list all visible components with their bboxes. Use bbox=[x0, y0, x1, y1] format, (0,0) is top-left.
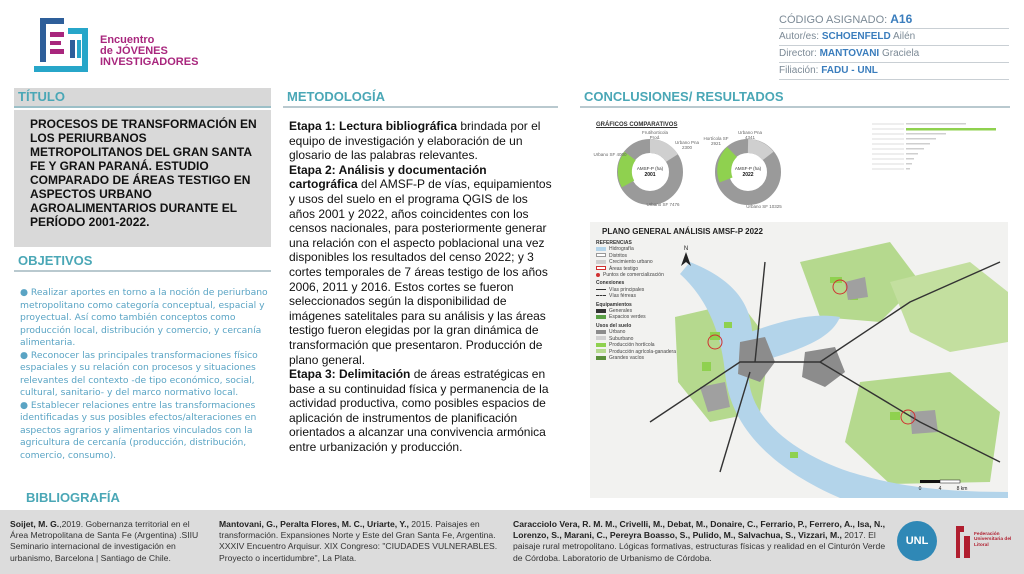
bar bbox=[906, 128, 996, 131]
bib-entry bbox=[219, 519, 503, 564]
legend-item bbox=[596, 293, 692, 299]
stage1-text: brindada por el equipo de investigación y elaboración de un glosario de las palabras relevantes. bbox=[289, 119, 541, 163]
stage3-text: de áreas estratégicas en base a su continuidad física y permanencia de la actividad productiva, como posibles espacios de aplicación de instrumentos de planificación orientados a alcanzar una convivencia armónica entre urbanización y producción. bbox=[289, 367, 549, 455]
title-box bbox=[14, 110, 271, 247]
objective-item: ● Realizar aportes en torno a la noción de periurbano metropolitano como categoría conceptual, espacial y proyectual. Así como también conceptos como producción local, distribución y comercio, y cercanía alimentaria. bbox=[20, 287, 268, 348]
objective-item: ● Reconocer las principales transformaciones físico espaciales y su relación con procesos y situaciones relevantes del contexto -de tipo económico, social, cultural, sanitario- y del marco normativo local. bbox=[20, 349, 258, 398]
donut1-segment bbox=[650, 146, 672, 158]
director-value: MANTOVANI bbox=[819, 48, 880, 59]
bib-authors: Mantovani, G., Peralta Flores, M. C., Uriarte, Y., bbox=[219, 519, 409, 529]
legend-label: Áreas testigo bbox=[609, 265, 639, 272]
stage2-title: Etapa 2: Análisis y documentación cartográfica bbox=[289, 162, 487, 192]
bar bbox=[906, 168, 910, 170]
objective-item: ● Establecer relaciones entre las transformaciones identificadas y sus posibles efectos/alteraciones en aspectos agrarios y alimentarios vinculados con la agricultura de cercanía (producción, distribución, comercio, consumo). bbox=[20, 399, 257, 461]
donut1-year: 2001 bbox=[644, 172, 656, 178]
north-label: N bbox=[683, 246, 689, 252]
bib-entry bbox=[513, 519, 887, 564]
legend-label: Vías principales bbox=[609, 286, 645, 293]
methodology-text bbox=[289, 119, 557, 455]
author-label: Autor/es: bbox=[779, 31, 820, 42]
legend-label: Producción agrícola-ganadera bbox=[609, 348, 676, 355]
bar bbox=[906, 148, 924, 150]
project-info bbox=[779, 12, 1009, 81]
legend-label: Suburbano bbox=[609, 335, 634, 342]
fue-wordmark: Federación Universitaria del Litoral bbox=[974, 532, 1012, 548]
horizontal-bar-chart bbox=[870, 121, 1004, 183]
logo-line-2: de JÓVENES bbox=[100, 45, 168, 57]
map-legend bbox=[596, 238, 692, 361]
stage3-title: Etapa 3: Delimitación bbox=[289, 367, 411, 382]
donut2-year: 2022 bbox=[742, 172, 754, 178]
unl-logo: UNL bbox=[897, 521, 937, 561]
scale-label-8: 8 km bbox=[956, 486, 968, 492]
stage1-title: Etapa 1: Lectura bibliográfica bbox=[289, 119, 458, 133]
director-first: Graciela bbox=[882, 48, 920, 59]
bar bbox=[906, 153, 918, 155]
legend-item bbox=[596, 355, 692, 361]
donut1-label: Urbano Pna 2300 bbox=[674, 140, 700, 150]
bib-text: ,2019. Gobernanza territorial en el Área Metropolitana de Santa Fe (Argentina) .SIIU Seminario internacional de investigación en urbanismo, Barcelona | Santiago de Chile. bbox=[10, 519, 199, 563]
legend-item bbox=[596, 314, 692, 320]
legend-label: Urbano bbox=[609, 329, 626, 336]
fue-logo bbox=[952, 522, 1018, 562]
bib-entry bbox=[10, 519, 210, 564]
author-value: SCHOENFELD bbox=[821, 31, 891, 42]
donut2-center: AMSF-P (ha) bbox=[734, 166, 762, 171]
horticola-patch bbox=[724, 322, 732, 328]
bib-text: 2015. Paisajes en transformación. Expansiones Norte y Este del Gran Santa Fe, Argentina. XXXIV Encuentro Arquisur. XIX Congreso: "CIUDADES VULNERABLES. Proyecto o incertidumbre", La Plata. bbox=[219, 519, 498, 563]
legend-label: Grandes vacíos bbox=[609, 354, 645, 361]
legend-label: Puntos de comercialización bbox=[603, 272, 664, 279]
affiliation-line bbox=[779, 64, 1009, 80]
legend-heading: Conexiones bbox=[596, 280, 625, 287]
donut1-label: Urbano SF 7476 bbox=[646, 202, 680, 207]
donut1-label: Frutihorticola Prod. bbox=[641, 130, 668, 140]
objetivos-header: OBJETIVOS bbox=[14, 252, 271, 272]
legend-label: Espacios verdes bbox=[609, 314, 646, 321]
encuentro-logo bbox=[30, 14, 200, 76]
affiliation-label: Filiación: bbox=[779, 65, 819, 76]
donut-charts bbox=[590, 118, 870, 218]
scale-label-4: 4 bbox=[938, 486, 942, 492]
conclusiones-header: CONCLUSIONES/ RESULTADOS bbox=[580, 88, 1010, 108]
author-first: Ailén bbox=[892, 31, 916, 42]
director-label: Director: bbox=[779, 48, 817, 59]
bar bbox=[906, 163, 912, 165]
donut1-horticola bbox=[625, 156, 630, 184]
code-line bbox=[779, 12, 1009, 29]
stage2-text: del AMSF-P de vías, equipamientos y usos del suelo en el programa QGIS de los años 2001 y 2022, años coincidentes con los censos nacionales, para posteriormente generar una relación con el aspecto poblacional una vez disponibles los resultados del censo 2022; y 3 cortes temporales de 7 áreas testigo de los años 2006, 2011 y 2016. Estos cortes se fueron seleccionados según la disponibilidad de imágenes satelitales para su análisis y las áreas testigo fueron elegidas por la gran dinámica de transformación que presentaron. Producción de plano general. bbox=[289, 177, 552, 367]
logo-wordmark bbox=[100, 35, 198, 68]
donut2-horticola bbox=[724, 152, 732, 180]
legend-item bbox=[596, 272, 692, 278]
eji-logo-mark-icon bbox=[30, 14, 92, 76]
donut1-center: AMSF-P (ha) bbox=[636, 166, 664, 171]
legend-label: Generales bbox=[609, 308, 633, 315]
horticola-patch bbox=[890, 412, 900, 420]
titulo-header: TÍTULO bbox=[14, 88, 271, 108]
bibliografia-header: BIBLIOGRAFÍA bbox=[26, 490, 120, 505]
donut2-label: Urbano Pna 4341 bbox=[737, 130, 763, 140]
bar bbox=[906, 138, 936, 140]
code-value: A16 bbox=[890, 12, 913, 26]
bar bbox=[906, 123, 966, 125]
logo-line-1: Encuentro bbox=[100, 34, 155, 46]
bib-authors: Caracciolo Vera, R. M. M., Crivelli, M., Debat, M., Donaire, C., Ferrario, P., Ferrero, A., Isa, N., Lorenzo, S., Marani, C., Pereyra Boasso, S., Pulido, M., Salvachua, S., Vizzari, M., bbox=[513, 519, 886, 541]
legend-heading: Usos del suelo bbox=[596, 322, 632, 329]
author-line bbox=[779, 30, 1009, 46]
donut2-segment bbox=[748, 146, 768, 156]
code-label: CÓDIGO ASIGNADO: bbox=[779, 14, 888, 26]
bib-text: 2017. El paisaje rural metropolitano. Lógicas formativas, estructuras físicas y realidad en el Cinturón Verde de Córdoba. Laboratorio de Urbanismo de Córdoba. bbox=[513, 530, 886, 563]
legend-label: Distritos bbox=[609, 252, 628, 259]
objectives-list bbox=[20, 287, 270, 462]
affiliation-value: FADU - UNL bbox=[821, 65, 878, 76]
director-line bbox=[779, 47, 1009, 63]
bar bbox=[906, 143, 930, 145]
donut1-label: Urbano SF 4000 bbox=[593, 152, 627, 157]
bib-authors: Soijet, M. G. bbox=[10, 519, 60, 529]
poster-title: PROCESOS DE TRANSFORMACIÓN EN LOS PERIURBANOS METROPOLITANOS DEL GRAN SANTA FE Y GRAN PARANÁ. ESTUDIO COMPARADO DE ÁREAS TESTIGO EN ASPECTOS URBANO AGROALIMENTARIOS DURANTE EL PERÍODO 2001-2022. bbox=[30, 117, 257, 229]
legend-heading: REFERENCIAS bbox=[596, 240, 632, 246]
general-analysis-map bbox=[590, 222, 1008, 498]
logo-line-3: INVESTIGADORES bbox=[100, 56, 199, 68]
legend-label: Hidrografía bbox=[609, 246, 634, 253]
legend-heading: Equipamientos bbox=[596, 301, 632, 308]
map-title: PLANO GENERAL ANÁLISIS AMSF-P 2022 bbox=[602, 227, 763, 236]
metodologia-header: METODOLOGÍA bbox=[283, 88, 558, 108]
donut2-label: Hortícola SF 2921 bbox=[703, 136, 729, 146]
horticola-patch bbox=[702, 362, 711, 371]
horticola-patch bbox=[790, 452, 798, 458]
legend-label: Vías férreas bbox=[609, 293, 636, 300]
scale-label-0: 0 bbox=[918, 486, 922, 492]
charts-title: GRÁFICOS COMPARATIVOS bbox=[596, 122, 678, 128]
legend-label: Crecimiento urbano bbox=[609, 259, 653, 266]
bar bbox=[906, 158, 914, 160]
bar bbox=[906, 133, 946, 135]
donut2-label: Urbano SF 10325 bbox=[746, 204, 782, 209]
fue-emblem-icon bbox=[952, 522, 974, 562]
legend-label: Producción hortícola bbox=[609, 342, 655, 349]
